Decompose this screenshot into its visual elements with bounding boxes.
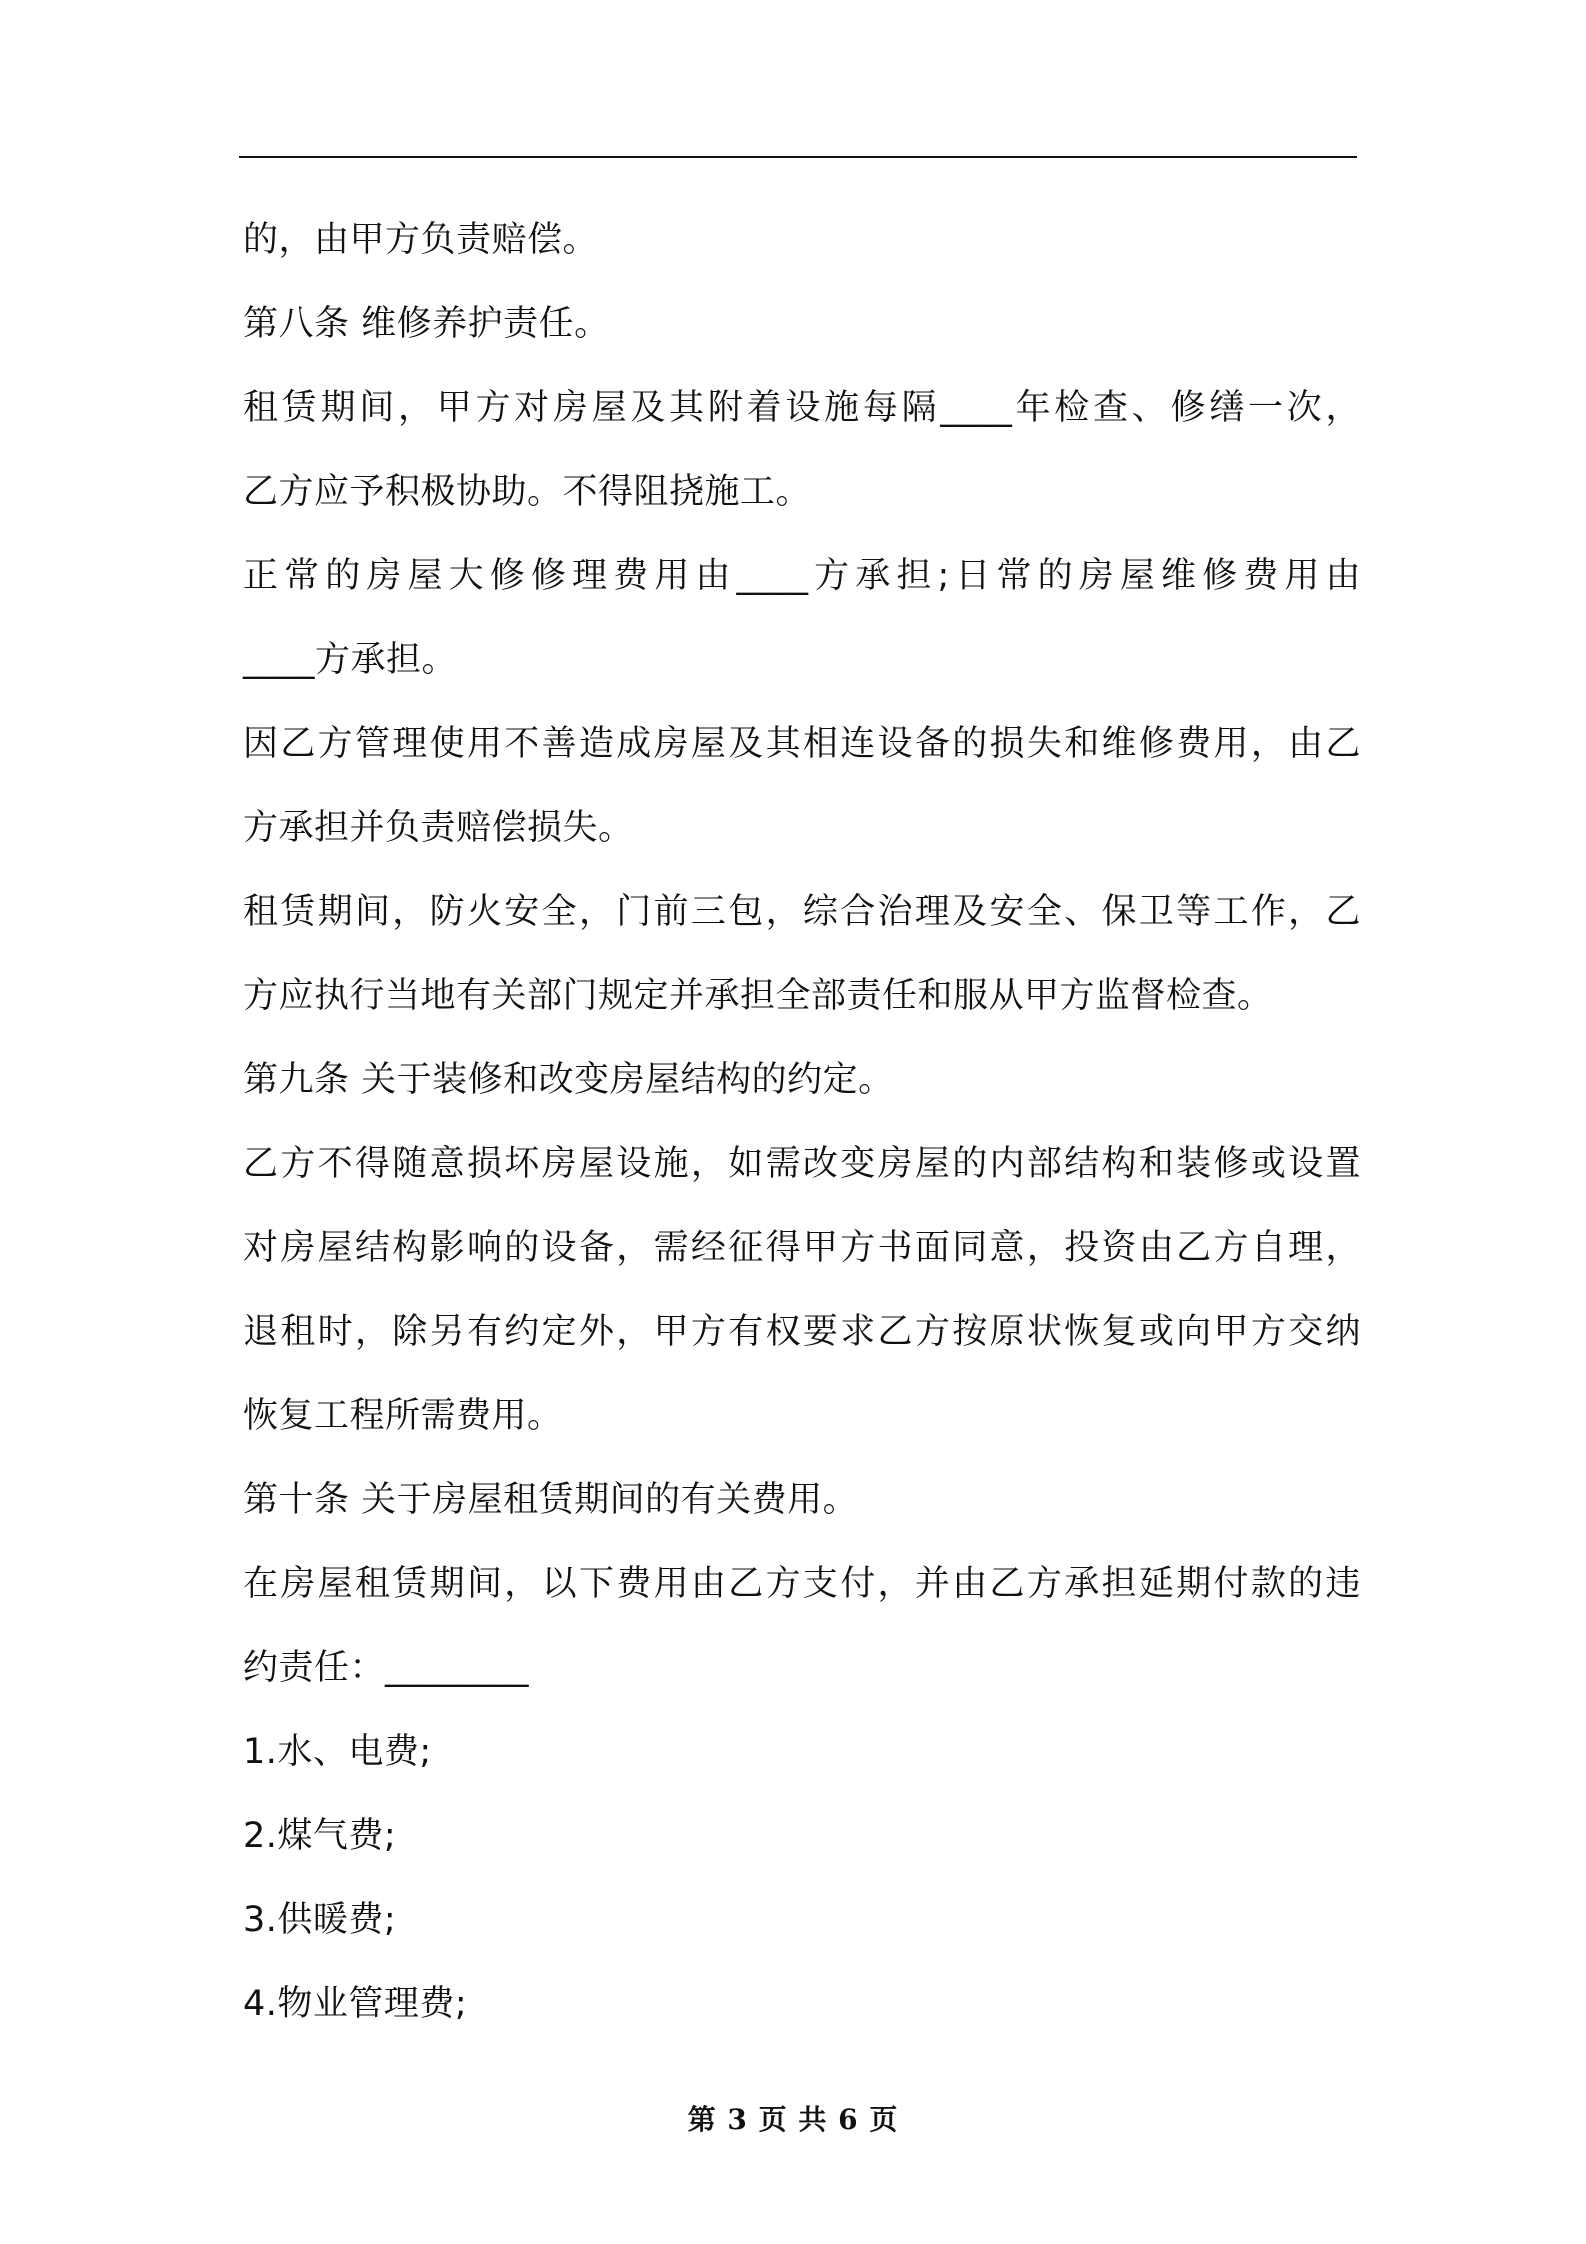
text-line: 在房屋租赁期间，以下费用由乙方支付，并由乙方承担延期付款的违 [243, 1564, 1361, 1604]
text-line: 的，由甲方负责赔偿。 [243, 220, 599, 260]
header-rule [239, 156, 1357, 158]
text-line: 正常的房屋大修修理费用由____方承担;日常的房屋维修费用由 [243, 556, 1361, 596]
list-item: 4.物业管理费; [243, 1984, 468, 2024]
article-heading: 第十条 关于房屋租赁期间的有关费用。 [243, 1480, 859, 1520]
list-item: 2.煤气费; [243, 1816, 397, 1856]
text-line: 方应执行当地有关部门规定并承担全部责任和服从甲方监督检查。 [243, 976, 1273, 1016]
article-heading: 第九条 关于装修和改变房屋结构的约定。 [243, 1060, 894, 1100]
text-line: 恢复工程所需费用。 [243, 1396, 563, 1436]
text-line: 退租时，除另有约定外，甲方有权要求乙方按原状恢复或向甲方交纳 [243, 1312, 1361, 1352]
text-line: 乙方不得随意损坏房屋设施，如需改变房屋的内部结构和装修或设置 [243, 1144, 1361, 1184]
text-line: 租赁期间，防火安全，门前三包，综合治理及安全、保卫等工作，乙 [243, 892, 1361, 932]
text-line: 对房屋结构影响的设备，需经征得甲方书面同意，投资由乙方自理， [243, 1228, 1361, 1268]
text-line: 方承担并负责赔偿损失。 [243, 808, 634, 848]
document-body [243, 198, 1361, 2046]
text-line: ____方承担。 [243, 640, 458, 680]
article-heading: 第八条 维修养护责任。 [243, 304, 610, 344]
text-line: 乙方应予积极协助。不得阻挠施工。 [243, 472, 812, 512]
text-line: 因乙方管理使用不善造成房屋及其相连设备的损失和维修费用，由乙 [243, 724, 1361, 764]
list-item: 3.供暖费; [243, 1900, 397, 1940]
list-item: 1.水、电费; [243, 1732, 432, 1772]
text-line: 约责任：________ [243, 1648, 530, 1688]
page-number: 第 3 页 共 6 页 [687, 2103, 899, 2136]
text-line: 租赁期间，甲方对房屋及其附着设施每隔____年检查、修缮一次， [243, 388, 1361, 428]
